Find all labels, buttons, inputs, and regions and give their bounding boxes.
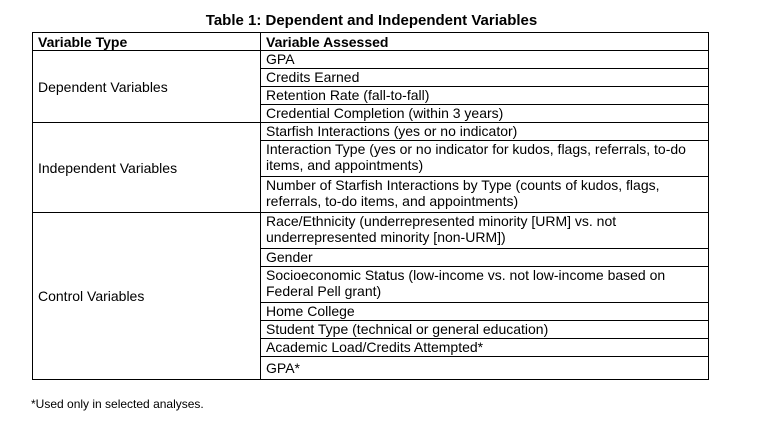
table-cell: Credits Earned xyxy=(261,69,709,87)
table-cell: Socioeconomic Status (low-income vs. not low-income based on Federal Pell grant) xyxy=(261,267,709,303)
variables-table xyxy=(32,32,709,380)
table-row xyxy=(33,213,709,249)
group-label-independent: Independent Variables xyxy=(33,123,261,213)
table-cell: Retention Rate (fall-to-fall) xyxy=(261,87,709,105)
table-cell: Credential Completion (within 3 years) xyxy=(261,105,709,123)
footnote: *Used only in selected analyses. xyxy=(31,397,204,411)
table-cell: Interaction Type (yes or no indicator for kudos, flags, referrals, to-do items, and appointments) xyxy=(261,141,709,177)
table-cell: GPA* xyxy=(261,357,709,380)
table-cell: Race/Ethnicity (underrepresented minority [URM] vs. not underrepresented minority [non-URM]) xyxy=(261,213,709,249)
table-row xyxy=(33,123,709,141)
header-variable-assessed: Variable Assessed xyxy=(261,33,709,51)
table-cell: Number of Starfish Interactions by Type (counts of kudos, flags, referrals, to-do items, and appointments) xyxy=(261,177,709,213)
table-cell: Starfish Interactions (yes or no indicator) xyxy=(261,123,709,141)
table-cell: Student Type (technical or general education) xyxy=(261,321,709,339)
table-cell: Home College xyxy=(261,303,709,321)
table-row xyxy=(33,51,709,69)
group-label-control: Control Variables xyxy=(33,213,261,380)
group-label-dependent: Dependent Variables xyxy=(33,51,261,123)
table-cell: Gender xyxy=(261,249,709,267)
table-cell: GPA xyxy=(261,51,709,69)
table-cell: Academic Load/Credits Attempted* xyxy=(261,339,709,357)
table-header-row xyxy=(33,33,709,51)
table-caption: Table 1: Dependent and Independent Variables xyxy=(205,12,538,29)
header-variable-type: Variable Type xyxy=(33,33,261,51)
